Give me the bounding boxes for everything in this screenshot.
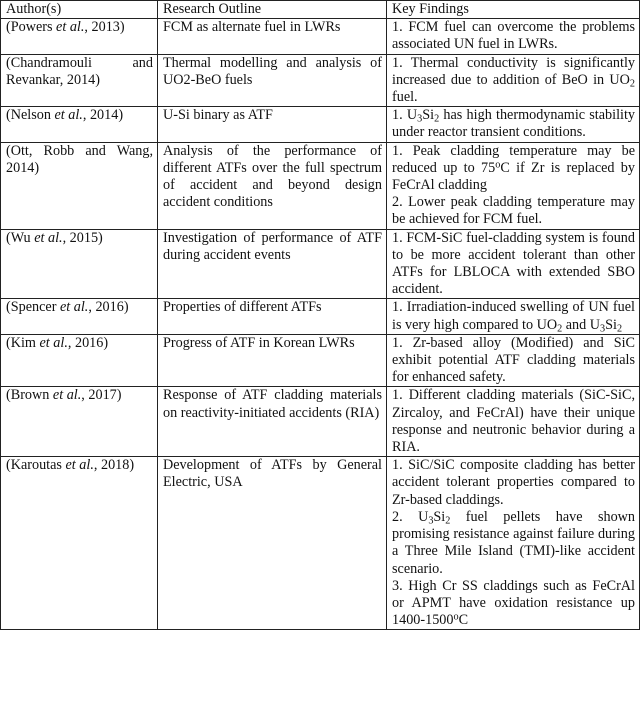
finding-item: 1. $U_3Si_2$ has high thermodynamic stability under reactor transient conditions. — [392, 107, 636, 141]
outline-cell: Response of ATF cladding materials on reactivity-initiated accidents (RIA) — [158, 387, 387, 457]
finding-item: 2. Lower peak cladding temperature may be achieved for FCM fuel. — [392, 194, 635, 228]
header-research-outline: Research Outline — [158, 1, 387, 19]
table-row — [1, 19, 640, 54]
outline-cell: U-Si binary as ATF — [158, 107, 387, 142]
table-row — [1, 229, 640, 299]
findings-cell — [387, 142, 640, 229]
finding-item: 3. High Cr SS claddings such as FeCrAl or APMT have oxidation resistance up 1400-1500$^o$C — [392, 577, 635, 629]
author-cell: (Kim et al., 2016) — [1, 334, 158, 387]
outline-cell: Thermal modelling and analysis of UO2-BeO fuels — [158, 54, 387, 107]
author-cell: (Brown et al., 2017) — [1, 387, 158, 457]
table-row — [1, 334, 640, 387]
outline-cell: Investigation of performance of ATF during accident events — [158, 229, 387, 299]
author-cell: (Spencer et al., 2016) — [1, 299, 158, 334]
table-row — [1, 299, 640, 334]
finding-item: 1. Zr-based alloy (Modified) and SiC exhibit potential ATF cladding materials for enhanced safety. — [392, 334, 635, 386]
author-cell: (Nelson et al., 2014) — [1, 107, 158, 142]
author-cell: (Powers et al., 2013) — [1, 19, 158, 54]
finding-item: 1. Peak cladding temperature may be reduced up to 75$^o$C if Zr is replaced by FeCrAl cladding — [392, 142, 635, 194]
finding-item: 1. FCM fuel can overcome the problems associated UN fuel in LWRs. — [392, 19, 635, 53]
findings-cell — [387, 107, 640, 142]
outline-cell: FCM as alternate fuel in LWRs — [158, 19, 387, 54]
table-row — [1, 107, 640, 142]
outline-cell: Analysis of the performance of different ATFs over the full spectrum of accident and beyond design accident conditions — [158, 142, 387, 229]
header-row — [1, 1, 640, 19]
table-row — [1, 457, 640, 630]
finding-item: 2. $U_3Si_2$ fuel pellets have shown promising resistance against failure during a Three Mile Island (TMI)-like accident scenario. — [392, 508, 635, 577]
finding-item: 1. FCM-SiC fuel-cladding system is found to be more accident tolerant than other ATFs for LBLOCA with extended SBO accident. — [392, 229, 635, 298]
outline-cell: Progress of ATF in Korean LWRs — [158, 334, 387, 387]
findings-cell — [387, 229, 640, 299]
finding-item: 1. Irradiation-induced swelling of UN fuel is very high compared to $UO_2$ and $U_3Si_2$ — [392, 299, 635, 335]
author-cell: (Chandramouli and Revankar, 2014) — [1, 54, 158, 107]
outline-cell: Development of ATFs by General Electric, USA — [158, 457, 387, 630]
author-cell: (Wu et al., 2015) — [1, 229, 158, 299]
finding-item: 1. Different cladding materials (SiC-SiC, Zircaloy, and FeCrAl) have their unique response and neutronic behavior during a RIA. — [392, 387, 635, 456]
findings-cell — [387, 457, 640, 630]
table-row — [1, 54, 640, 107]
author-cell: (Karoutas et al., 2018) — [1, 457, 158, 630]
findings-cell — [387, 54, 640, 107]
findings-cell — [387, 387, 640, 457]
findings-cell — [387, 19, 640, 54]
table-row — [1, 387, 640, 457]
author-cell: (Ott, Robb and Wang, 2014) — [1, 142, 158, 229]
finding-item: 1. SiC/SiC composite cladding has better accident tolerant properties compared to Zr-based claddings. — [392, 457, 635, 508]
table-row — [1, 142, 640, 229]
header-key-findings: Key Findings — [387, 1, 640, 19]
outline-cell: Properties of different ATFs — [158, 299, 387, 334]
findings-cell — [387, 334, 640, 387]
finding-item: 1. Thermal conductivity is significantly increased due to addition of BeO in $UO_2$ fuel. — [392, 54, 635, 106]
header-author: Author(s) — [1, 1, 158, 19]
findings-cell — [387, 299, 640, 334]
